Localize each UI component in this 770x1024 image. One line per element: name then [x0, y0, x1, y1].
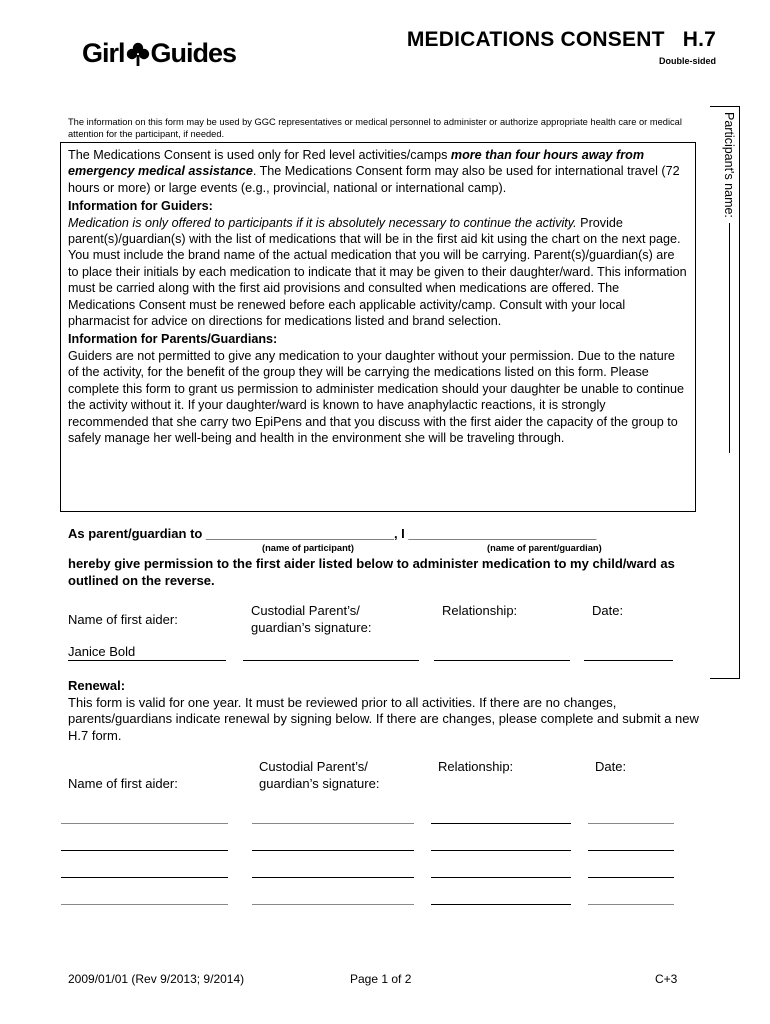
intro-text-emphasis: more than four hours away from emergency medical assistance — [68, 148, 645, 179]
renewal-signature-line-2[interactable] — [252, 850, 414, 851]
trefoil-icon — [126, 41, 150, 67]
intro-text-a: The Medications Consent is used only for Red level activities/camps — [68, 148, 451, 162]
renewal-first-aider-line-2[interactable] — [61, 850, 228, 851]
guiders-italic-text: Medication is only offered to participants if it is absolutely necessary to continue the activity. — [68, 215, 577, 230]
custodial-label-line1: Custodial Parent’s/ — [251, 603, 360, 618]
form-title: MEDICATIONS CONSENT H.7 — [406, 28, 716, 51]
renewal-section — [68, 678, 718, 744]
first-aider-line[interactable] — [68, 660, 226, 661]
renewal-first-aider-line-3[interactable] — [61, 877, 228, 878]
renewal-date-line-4[interactable] — [588, 904, 674, 905]
guiders-heading: Information for Guiders: — [68, 199, 213, 214]
renewal-date-line-3[interactable] — [588, 877, 674, 878]
participant-name-field[interactable] — [712, 112, 736, 452]
custodial-signature-label — [251, 603, 371, 636]
parents-heading: Information for Parents/Guardians: — [68, 332, 278, 347]
permission-statement: hereby give permission to the first aider listed below to administer medication to my child/ward as outlined on the reverse. — [68, 556, 675, 588]
permission-line[interactable]: As parent/guardian to __________________________, I __________________________ — [68, 526, 597, 541]
renewal-first-aider-label: Name of first aider: — [68, 776, 178, 791]
disclaimer-text: The information on this form may be used by GGC representatives or medical personnel to administer or authorize appropriate health care or medical attention for the participant, if needed. — [68, 117, 682, 139]
participant-name-caption: (name of participant) — [262, 543, 354, 553]
renewal-custodial-line2: guardian’s signature: — [259, 775, 380, 791]
intro-text-c: . The Medications Consent form may also be used for international travel (72 hours or more) or large events (e.g., provincial, national or international camp). — [68, 164, 680, 195]
participant-name-label: Participant's name: — [722, 112, 736, 218]
renewal-relationship-line-1[interactable] — [431, 823, 571, 824]
intro-paragraph — [68, 147, 688, 196]
logo-text-girl: Girl — [82, 38, 125, 68]
renewal-custodial-line1: Custodial Parent’s/ — [259, 759, 368, 774]
footer-code: C+3 — [655, 972, 678, 986]
participant-name-blank[interactable] — [729, 223, 730, 453]
renewal-signature-line-1[interactable] — [252, 823, 414, 824]
guardian-name-caption: (name of parent/guardian) — [487, 543, 602, 553]
renewal-relationship-line-2[interactable] — [431, 850, 571, 851]
renewal-date-line-2[interactable] — [588, 850, 674, 851]
footer-page-number: Page 1 of 2 — [350, 972, 412, 986]
date-line[interactable] — [584, 660, 673, 661]
renewal-first-aider-line-1[interactable] — [61, 823, 228, 824]
guiders-paragraph — [68, 215, 688, 330]
renewal-heading: Renewal: — [68, 678, 126, 693]
relationship-label: Relationship: — [442, 603, 518, 618]
information-box — [60, 142, 696, 512]
date-label: Date: — [592, 603, 624, 618]
renewal-date-line-1[interactable] — [588, 823, 674, 824]
renewal-signature-line-4[interactable] — [252, 904, 414, 905]
first-aider-label: Name of first aider: — [68, 612, 178, 627]
renewal-date-label: Date: — [595, 759, 627, 774]
relationship-line[interactable] — [434, 660, 570, 661]
footer-revision: 2009/01/01 (Rev 9/2013; 9/2014) — [68, 972, 245, 986]
renewal-custodial-label — [259, 759, 379, 792]
renewal-relationship-label: Relationship: — [438, 759, 514, 774]
first-aider-value[interactable]: Janice Bold — [68, 644, 136, 659]
renewal-signature-line-3[interactable] — [252, 877, 414, 878]
renewal-first-aider-line-4[interactable] — [61, 904, 228, 905]
girl-guides-logo — [82, 38, 236, 69]
custodial-label-line2: guardian’s signature: — [251, 619, 372, 635]
guiders-text: Provide parent(s)/guardian(s) with the list of medications that will be in the first aid kit using the chart on the next page. You must include the brand name of the actual medication that you will be carrying. Parent(s)/guardian(s) are to place their initials by each medication to indicate that it may be given to their daughter/ward. This information must be carried along with the first aid provisions and consulted when medications are offered. The Medications Consent must be renewed before each applicable activity/camp. Consult with your local pharmacist for advice on directions for medications listed and brand selection. — [68, 215, 687, 329]
renewal-text: This form is valid for one year. It must be reviewed prior to all activities. If there are no changes, parents/guardians indicate renewal by signing below. If there are changes, please complete and submit a new H.7 form. — [68, 694, 699, 743]
parents-paragraph: Guiders are not permitted to give any medication to your daughter without your permission. Due to the nature of the activity, for the benefit of the group they will be carrying the medications listed on this form. Please complete this form to grant us permission to administer medication should your daughter be unable to continue the activity without it. If your daughter/ward is known to have anaphylactic reactions, it is strongly recommended that she carry two EpiPens and that you discuss with the first aider the capacity of the group to safely manage her well-being and health in the environment she will be traveling through. — [68, 348, 685, 445]
form-subtitle: Double-sided — [658, 56, 716, 66]
renewal-relationship-line-4[interactable] — [431, 904, 571, 905]
renewal-relationship-line-3[interactable] — [431, 877, 571, 878]
logo-text-guides: Guides — [150, 38, 237, 68]
custodial-signature-line[interactable] — [243, 660, 419, 661]
